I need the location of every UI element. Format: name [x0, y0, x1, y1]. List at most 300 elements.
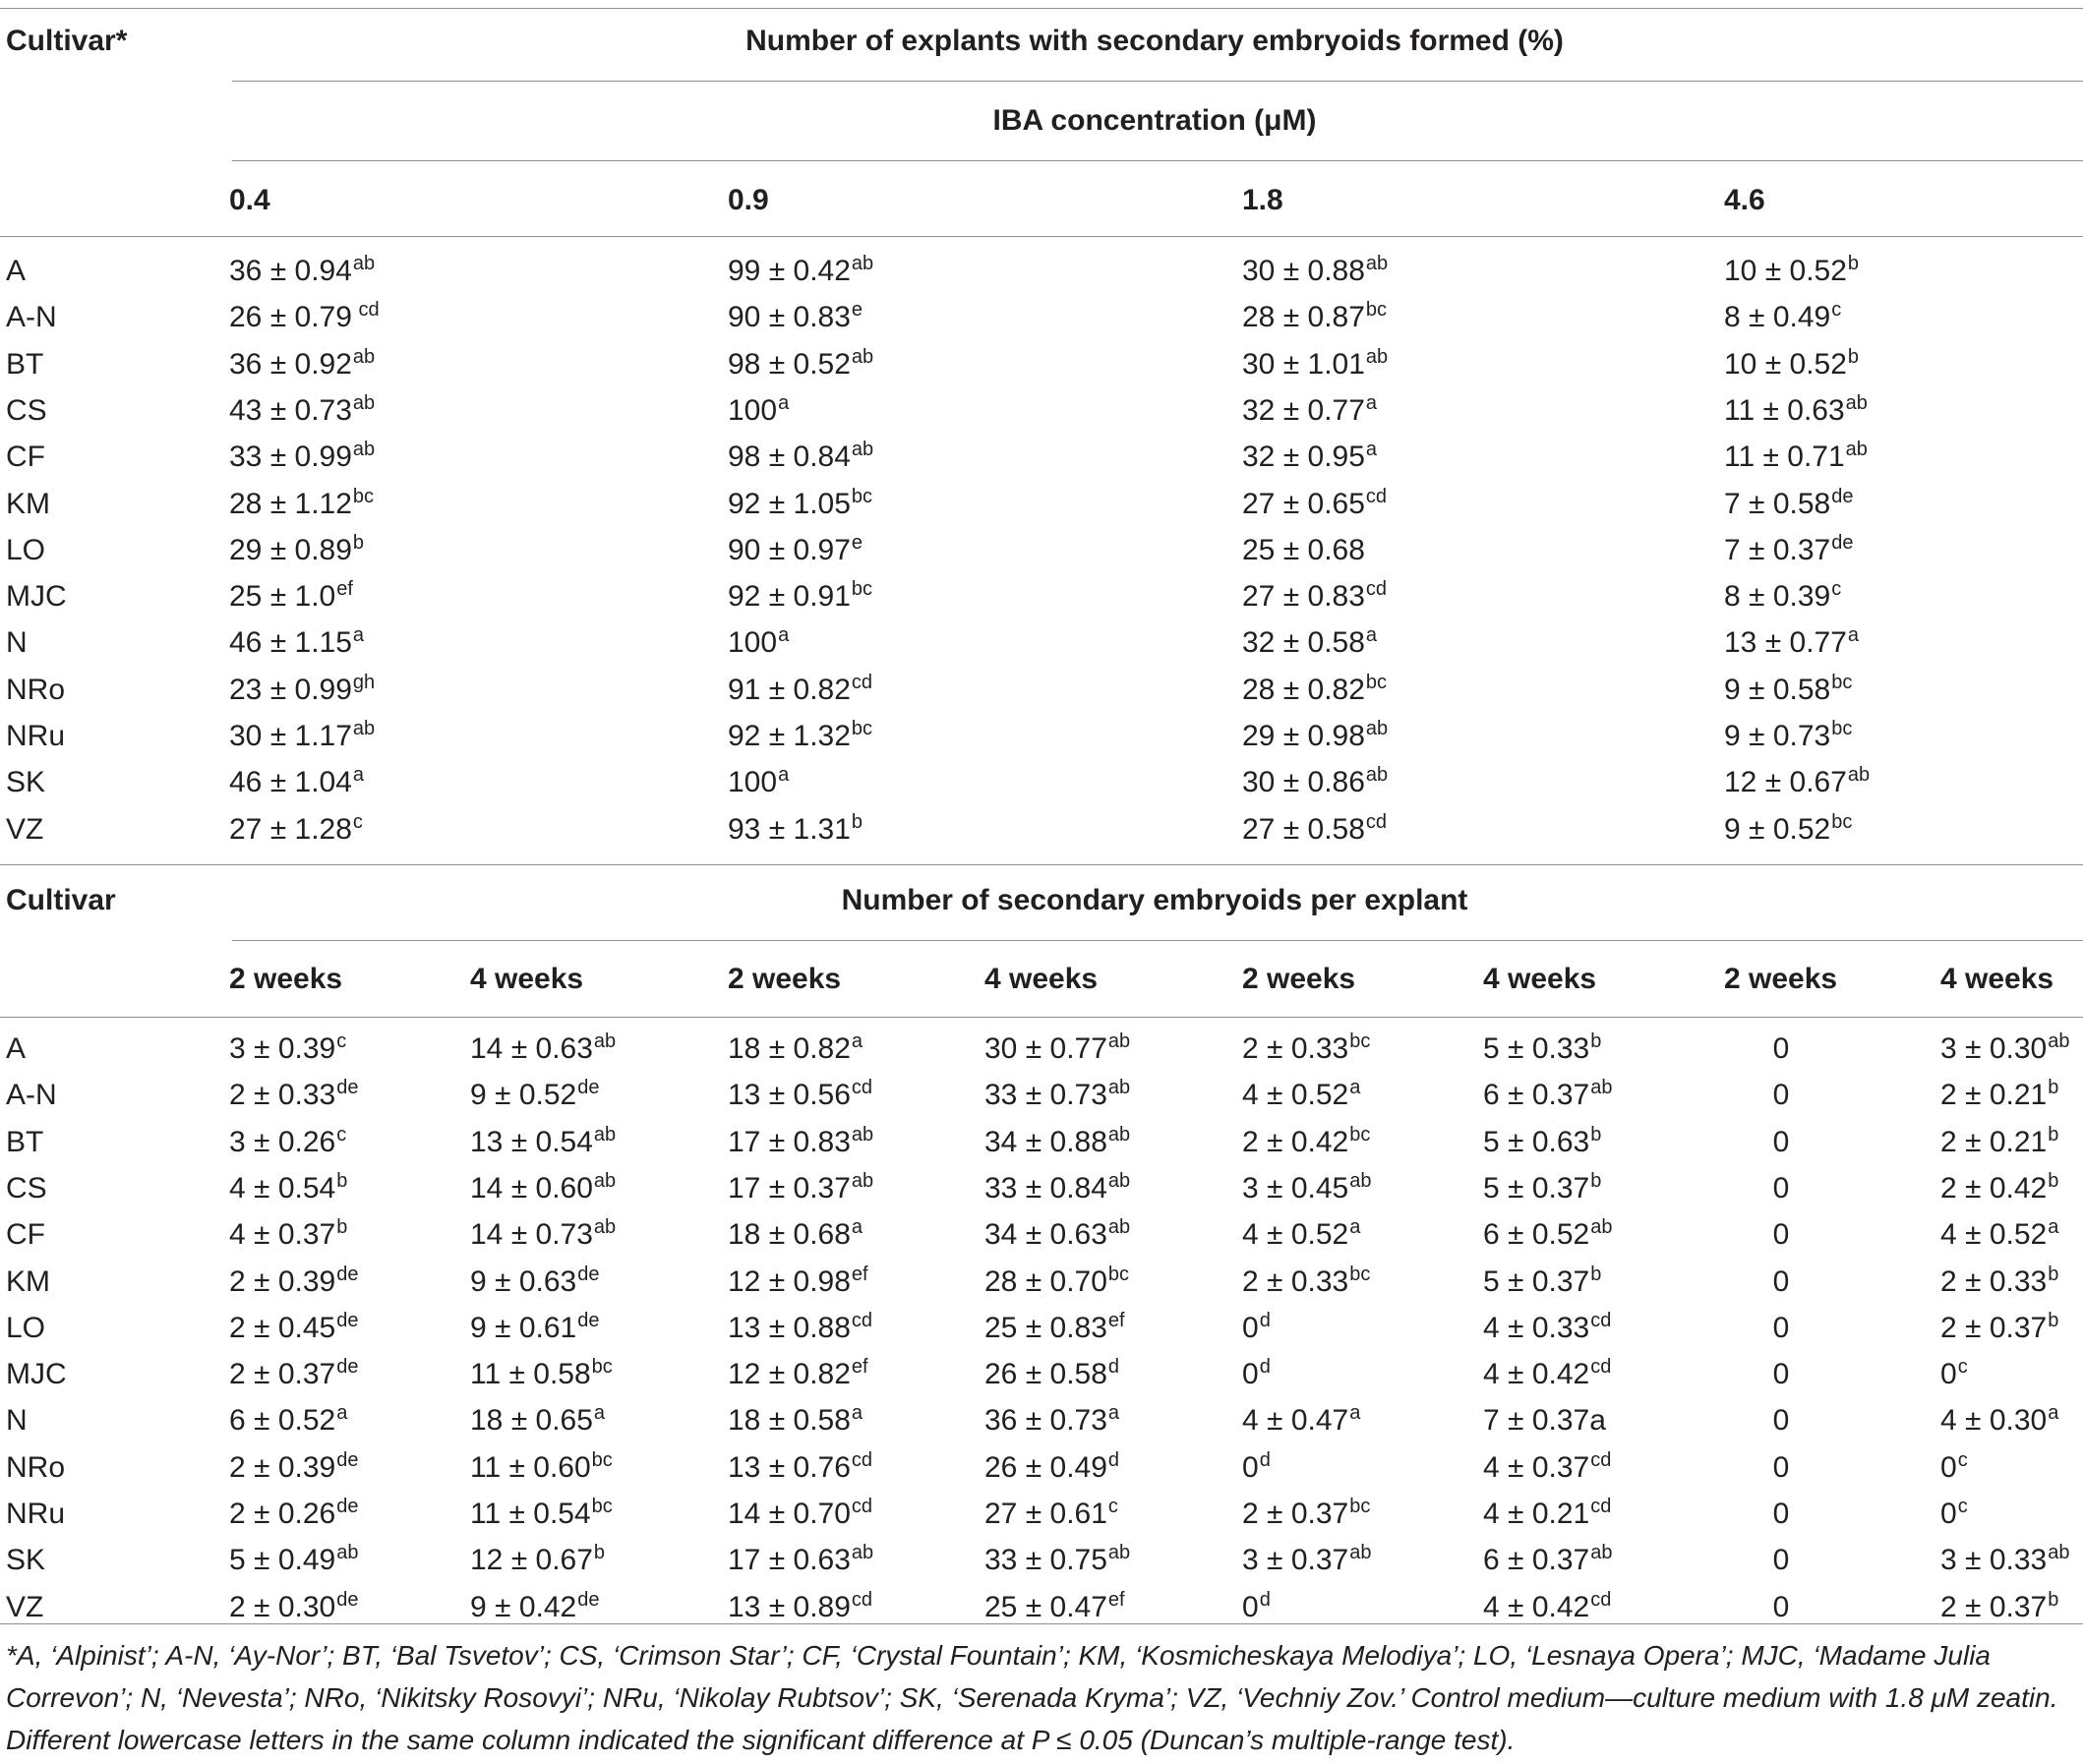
significance-letters: ab	[851, 345, 874, 368]
cultivar-header: Cultivar*	[6, 25, 128, 57]
value-cell	[728, 812, 863, 848]
value-cell	[1940, 1357, 1968, 1392]
cultivar-cell: A	[6, 255, 27, 287]
value-cell	[229, 579, 353, 615]
mean-value: 7 ± 0.37	[1724, 533, 1831, 566]
value-cell	[984, 1217, 1130, 1253]
significance-letters: ab	[1845, 391, 1868, 414]
value-cell	[229, 1543, 358, 1578]
significance-letters: a	[1847, 624, 1860, 647]
mean-value: 91 ± 0.82	[728, 673, 851, 706]
value-cell	[1724, 579, 1841, 615]
mean-value: 0	[1242, 1358, 1259, 1391]
mean-value: 46 ± 1.15	[229, 626, 352, 660]
period-header: 2 weeks	[1242, 963, 1356, 995]
cultivar-cell: VZ	[6, 1590, 44, 1623]
value-cell	[229, 1264, 358, 1300]
mean-value: 36 ± 0.73	[984, 1404, 1107, 1438]
value-cell	[470, 1171, 616, 1206]
mean-value: 4 ± 0.37	[229, 1218, 336, 1252]
mean-value: 3 ± 0.39	[229, 1032, 336, 1065]
significance-letters: bc	[851, 718, 873, 739]
mean-value: 12 ± 0.82	[728, 1358, 851, 1391]
mean-value: 0	[1242, 1311, 1259, 1344]
period-header: 4 weeks	[984, 963, 1099, 995]
value-cell	[1242, 254, 1388, 289]
value-cell	[470, 1450, 613, 1486]
value-cell	[1773, 1264, 1790, 1300]
mean-value: 0	[1772, 1544, 1790, 1577]
value-cell	[728, 719, 872, 754]
cultivar-cell: BT	[6, 1125, 44, 1158]
value-cell	[1940, 1590, 2058, 1625]
table-footnote: *A, ‘Alpinist’; A-N, ‘Ay-Nor’; BT, ‘Bal Tsvetov’; CS, ‘Crimson Star’; CF, ‘Crystal Fountain’; KM, ‘Kosmicheskaya Melodiya’; LO, ‘Lesnaya Opera’; MJC, ‘Madame Julia Correvon’; N, ‘Nevesta’; NRo, ‘Nikitsky Rosovyi’; NRu, ‘Nikolay Rubtsov’; SK, ‘Serenada Kryma’; VZ, ‘Vechniy Zov.’ Control medium—culture medium with 1.8 μM zeatin. Different lowercase letters in the same column indicated the significant difference at P ≤ 0.05 (Duncan’s multiple-range test).	[6, 1640, 2058, 1755]
value-cell	[1940, 1031, 2069, 1067]
mean-value: 2 ± 0.33	[1242, 1264, 1349, 1298]
value-cell	[1940, 1264, 2058, 1300]
value-cell	[229, 254, 375, 289]
mean-value: 4 ± 0.33	[1483, 1311, 1590, 1344]
value-cell	[470, 1217, 616, 1253]
value-cell	[1773, 1357, 1790, 1392]
significance-letters: ef	[1107, 1588, 1125, 1611]
significance-letters: a	[778, 391, 790, 414]
mean-value: 4 ± 0.52	[1940, 1218, 2048, 1252]
mean-value: 32 ± 0.77	[1242, 393, 1365, 427]
significance-letters: de	[336, 1263, 359, 1285]
mean-value: 0	[1772, 1404, 1790, 1438]
value-cell	[229, 625, 364, 661]
value-cell	[229, 300, 380, 335]
value-cell	[229, 1450, 358, 1486]
cultivar-cell: KM	[6, 1264, 50, 1298]
mean-value: 14 ± 0.70	[728, 1498, 851, 1530]
significance-letters: ab	[1349, 1169, 1372, 1192]
significance-letters: ef	[851, 1263, 868, 1285]
significance-letters: ab	[2048, 1542, 2070, 1564]
mean-value: 2 ± 0.37	[1242, 1498, 1349, 1530]
mean-value: 4 ± 0.21	[1483, 1498, 1590, 1530]
value-cell	[1773, 1125, 1790, 1160]
mean-value: 33 ± 0.99	[229, 441, 352, 474]
value-cell	[1724, 625, 1859, 661]
cultivar-cell: CF	[6, 1218, 45, 1252]
mean-value: 36 ± 0.94	[229, 255, 352, 287]
value-cell	[229, 1357, 358, 1392]
significance-letters: ab	[336, 1542, 359, 1564]
significance-letters: de	[577, 1077, 600, 1099]
mean-value: 2 ± 0.21	[1940, 1125, 2048, 1158]
value-cell	[229, 487, 374, 522]
value-cell	[229, 1125, 346, 1160]
value-cell	[984, 1078, 1130, 1113]
mean-value: 3 ± 0.26	[229, 1125, 336, 1158]
mean-value: 32 ± 0.58	[1242, 626, 1365, 660]
value-cell	[1242, 812, 1387, 848]
significance-letters: ab	[352, 439, 376, 461]
value-cell	[728, 625, 789, 661]
significance-letters: bc	[1349, 1123, 1371, 1146]
significance-letters: c	[336, 1123, 347, 1146]
significance-letters: a	[593, 1402, 606, 1425]
mean-value: 25 ± 0.47	[984, 1590, 1107, 1623]
mean-value: 17 ± 0.63	[728, 1544, 851, 1577]
value-cell	[1724, 393, 1868, 429]
significance-letters: b	[352, 531, 365, 554]
significance-letters: ab	[1107, 1030, 1131, 1052]
significance-letters: ab	[2048, 1030, 2070, 1052]
value-cell	[1242, 1311, 1271, 1346]
significance-letters: ab	[1365, 253, 1389, 274]
significance-letters: b	[1847, 253, 1860, 274]
significance-letters: cd	[1590, 1356, 1612, 1379]
significance-letters: b	[1590, 1123, 1602, 1146]
significance-letters: bc	[851, 578, 873, 601]
period-header: 2 weeks	[1724, 963, 1838, 995]
mean-value: 9 ± 0.42	[470, 1590, 577, 1623]
mean-value: 8 ± 0.39	[1724, 580, 1831, 614]
significance-letters: cd	[1365, 810, 1388, 833]
mean-value: 13 ± 0.88	[728, 1311, 851, 1344]
mean-value: 5 ± 0.37	[1483, 1264, 1590, 1298]
mean-value: 98 ± 0.84	[728, 441, 851, 474]
mean-value: 11 ± 0.63	[1724, 393, 1845, 427]
period-header: 4 weeks	[470, 963, 584, 995]
significance-letters: a	[336, 1402, 348, 1425]
value-cell	[1242, 1543, 1371, 1578]
cultivar-cell: CS	[6, 393, 47, 427]
value-cell	[728, 1125, 873, 1160]
mean-value: 27 ± 0.83	[1242, 580, 1365, 614]
significance-letters: c	[1831, 578, 1842, 601]
significance-letters: d	[1259, 1448, 1271, 1471]
significance-letters: ab	[352, 391, 376, 414]
value-cell	[1483, 1590, 1611, 1625]
significance-letters: a	[778, 624, 790, 647]
value-cell	[1773, 1311, 1790, 1346]
value-cell	[1242, 1497, 1370, 1532]
value-cell	[470, 1078, 599, 1113]
period-header: 4 weeks	[1940, 963, 2054, 995]
value-cell	[984, 1543, 1130, 1578]
significance-letters: c	[1957, 1448, 1968, 1471]
value-cell	[470, 1497, 613, 1532]
value-cell	[1483, 1125, 1601, 1160]
mean-value: 4 ± 0.30	[1940, 1404, 2048, 1438]
value-cell	[1940, 1171, 2058, 1206]
value-cell	[1242, 393, 1377, 429]
value-cell	[1242, 300, 1387, 335]
mean-value: 9 ± 0.73	[1724, 720, 1831, 752]
mean-value: 7 ± 0.58	[1724, 487, 1831, 520]
value-cell	[728, 300, 863, 335]
mean-value: 2 ± 0.33	[229, 1079, 336, 1112]
significance-letters: cd	[851, 1077, 873, 1099]
mean-value: 8 ± 0.49	[1724, 301, 1831, 334]
cultivar-cell: NRo	[6, 673, 66, 706]
significance-letters: cd	[1590, 1588, 1612, 1611]
mean-value: 4 ± 0.37	[1483, 1450, 1590, 1484]
mean-value: 92 ± 1.05	[728, 487, 851, 520]
value-cell	[229, 440, 375, 475]
value-cell	[1483, 1403, 1606, 1439]
mean-value: 2 ± 0.39	[229, 1264, 336, 1298]
significance-letters: bc	[1831, 718, 1853, 739]
cultivar-header: Cultivar	[6, 884, 116, 916]
concentration-1-8-header: 1.8	[1242, 184, 1283, 216]
significance-letters: b	[1590, 1030, 1602, 1052]
significance-letters: cd	[1365, 485, 1388, 507]
significance-letters: ab	[1845, 439, 1868, 461]
mean-value: 0	[1772, 1498, 1790, 1530]
mean-value: 6 ± 0.52	[229, 1404, 336, 1438]
mean-value: 2 ± 0.42	[1242, 1125, 1349, 1158]
header-rule-4	[232, 940, 2083, 941]
significance-letters: ab	[851, 1123, 874, 1146]
significance-letters: ab	[1590, 1542, 1613, 1564]
value-cell	[1724, 673, 1852, 708]
mean-value: 6 ± 0.37	[1483, 1079, 1590, 1112]
value-cell	[728, 673, 872, 708]
value-cell	[728, 1217, 863, 1253]
cultivar-cell: NRo	[6, 1450, 66, 1484]
mean-value: 6 ± 0.37	[1483, 1544, 1590, 1577]
mean-value: 2 ± 0.39	[229, 1450, 336, 1484]
cultivar-cell: NRu	[6, 1498, 66, 1530]
significance-letters: a	[851, 1402, 863, 1425]
mean-value: 10 ± 0.52	[1724, 347, 1847, 381]
value-cell	[1483, 1311, 1611, 1346]
significance-letters: bc	[1831, 810, 1853, 833]
significance-letters: a	[1365, 391, 1378, 414]
value-cell	[1242, 765, 1388, 800]
value-cell	[1242, 533, 1365, 568]
table1-title: Number of explants with secondary embryoids formed (%)	[745, 25, 1564, 57]
significance-letters: ab	[1847, 764, 1871, 787]
value-cell	[984, 1403, 1119, 1439]
mean-value: 33 ± 0.75	[984, 1544, 1107, 1577]
cultivar-cell: BT	[6, 347, 44, 381]
cultivar-cell: CS	[6, 1171, 47, 1205]
mean-value: 5 ± 0.49	[229, 1544, 336, 1577]
value-cell	[229, 1311, 358, 1346]
value-cell	[229, 812, 363, 848]
significance-letters: bc	[1349, 1030, 1371, 1052]
mean-value: 90 ± 0.83	[728, 301, 851, 334]
cultivar-cell: A-N	[6, 301, 57, 334]
mean-value: 9 ± 0.52	[1724, 812, 1831, 846]
mean-value: 6 ± 0.52	[1483, 1218, 1590, 1252]
mean-value: 18 ± 0.65	[470, 1404, 593, 1438]
mean-value: 30 ± 1.01	[1242, 347, 1365, 381]
value-cell	[728, 579, 872, 615]
mean-value: 28 ± 0.87	[1242, 301, 1365, 334]
value-cell	[1483, 1031, 1601, 1067]
mean-value: 0	[1772, 1218, 1790, 1252]
value-cell	[1773, 1217, 1790, 1253]
significance-letters: de	[577, 1263, 600, 1285]
significance-letters: bc	[1349, 1263, 1371, 1285]
mean-value: 13 ± 0.54	[470, 1125, 593, 1158]
concentration-0-4-header: 0.4	[229, 184, 270, 216]
mean-value: 5 ± 0.33	[1483, 1032, 1590, 1065]
significance-letters: ab	[593, 1169, 617, 1192]
mean-value: 13 ± 0.76	[728, 1450, 851, 1484]
significance-letters: e	[851, 531, 863, 554]
mean-value: 43 ± 0.73	[229, 393, 352, 427]
cultivar-cell: VZ	[6, 812, 44, 846]
mean-value: 12 ± 0.67	[1724, 766, 1847, 799]
significance-letters: ab	[1590, 1216, 1613, 1239]
cultivar-cell: A	[6, 1032, 27, 1065]
value-cell	[1773, 1450, 1790, 1486]
value-cell	[470, 1125, 616, 1160]
mean-value: 2 ± 0.37	[1940, 1590, 2048, 1623]
mean-value: 11 ± 0.71	[1724, 441, 1845, 474]
mean-value: 9 ± 0.63	[470, 1264, 577, 1298]
mean-value: 92 ± 1.32	[728, 720, 851, 752]
significance-letters: c	[1957, 1496, 1968, 1517]
mean-value: 34 ± 0.88	[984, 1125, 1107, 1158]
period-header: 2 weeks	[229, 963, 343, 995]
significance-letters: ef	[851, 1356, 868, 1379]
significance-letters: b	[2048, 1309, 2059, 1331]
value-cell	[229, 1403, 347, 1439]
mean-value: 12 ± 0.98	[728, 1264, 851, 1298]
mean-value: 0	[1242, 1450, 1259, 1484]
value-cell	[229, 673, 375, 708]
significance-letters: c	[1107, 1496, 1118, 1517]
value-cell	[1242, 1217, 1360, 1253]
mean-value: 2 ± 0.26	[229, 1498, 336, 1530]
header-rule-3	[0, 236, 2083, 237]
cultivar-cell: SK	[6, 766, 46, 799]
value-cell	[1940, 1125, 2058, 1160]
significance-letters: b	[2048, 1169, 2059, 1192]
mean-value: 27 ± 0.65	[1242, 487, 1365, 520]
mean-value: 0	[1940, 1450, 1957, 1484]
cultivar-cell: A-N	[6, 1079, 57, 1112]
mean-value: 28 ± 1.12	[229, 487, 352, 520]
mean-value: 2 ± 0.30	[229, 1590, 336, 1623]
value-cell	[728, 1590, 872, 1625]
value-cell	[728, 1497, 872, 1532]
header-rule-1	[232, 81, 2083, 82]
significance-letters: bc	[1365, 299, 1388, 322]
value-cell	[728, 1031, 863, 1067]
mean-value: 4 ± 0.42	[1483, 1358, 1590, 1391]
significance-letters: ab	[1365, 345, 1389, 368]
mean-value: 0	[1772, 1032, 1790, 1065]
significance-letters: de	[336, 1496, 359, 1517]
mean-value: 26 ± 0.58	[984, 1358, 1107, 1391]
mean-value: 9 ± 0.61	[470, 1311, 577, 1344]
value-cell	[229, 1497, 358, 1532]
mean-value: 90 ± 0.97	[728, 533, 851, 566]
value-cell	[984, 1311, 1125, 1346]
value-cell	[1724, 254, 1859, 289]
value-cell	[728, 487, 872, 522]
significance-letters: ab	[1107, 1216, 1131, 1239]
mean-value: 34 ± 0.63	[984, 1218, 1107, 1252]
significance-letters: cd	[851, 671, 873, 693]
significance-letters: de	[1831, 485, 1854, 507]
cultivar-cell: KM	[6, 487, 50, 520]
value-cell	[728, 440, 873, 475]
significance-letters: a	[2048, 1216, 2059, 1239]
mean-value: 3 ± 0.37	[1242, 1544, 1349, 1577]
significance-letters: ef	[1107, 1309, 1125, 1331]
mean-value: 18 ± 0.82	[728, 1032, 851, 1065]
mean-value: 3 ± 0.30	[1940, 1032, 2048, 1065]
significance-letters: c	[1957, 1356, 1968, 1379]
value-cell	[1724, 347, 1859, 382]
mean-value: 30 ± 0.86	[1242, 766, 1365, 799]
significance-letters: ab	[1365, 764, 1389, 787]
value-cell	[1242, 719, 1388, 754]
value-cell	[728, 393, 789, 429]
significance-letters: de	[577, 1309, 600, 1331]
mean-value: 4 ± 0.52	[1242, 1079, 1349, 1112]
value-cell	[1724, 300, 1841, 335]
value-cell	[728, 1311, 872, 1346]
mean-value: 30 ± 1.17	[229, 720, 352, 752]
significance-letters: gh	[352, 671, 376, 693]
value-cell	[229, 1171, 347, 1206]
mean-value: 0	[1772, 1358, 1790, 1391]
significance-letters: ab	[352, 718, 376, 739]
mean-value: 100	[728, 766, 778, 799]
significance-letters: cd	[851, 1588, 873, 1611]
mean-value: 3 ± 0.33	[1940, 1544, 2048, 1577]
mean-value: 13 ± 0.56	[728, 1079, 851, 1112]
mean-value: 0	[1772, 1171, 1790, 1205]
mean-value: 36 ± 0.92	[229, 347, 352, 381]
significance-letters: ab	[593, 1123, 617, 1146]
significance-letters: ab	[352, 345, 376, 368]
value-cell	[728, 1078, 872, 1113]
significance-letters: bc	[352, 485, 375, 507]
significance-letters: d	[1107, 1448, 1120, 1471]
value-cell	[1242, 579, 1387, 615]
significance-letters: b	[593, 1542, 606, 1564]
top-rule	[0, 8, 2083, 9]
concentration-4-6-header: 4.6	[1724, 184, 1765, 216]
significance-letters: e	[851, 299, 863, 322]
value-cell	[1483, 1078, 1612, 1113]
significance-letters: a	[851, 1216, 863, 1239]
value-cell	[1242, 1590, 1271, 1625]
significance-letters: b	[336, 1216, 348, 1239]
mean-value: 2 ± 0.33	[1242, 1032, 1349, 1065]
mean-value: 2 ± 0.45	[229, 1311, 336, 1344]
value-cell	[1773, 1403, 1790, 1439]
mean-value: 4 ± 0.52	[1242, 1218, 1349, 1252]
value-cell	[728, 1357, 868, 1392]
cultivar-cell: NRu	[6, 720, 66, 752]
value-cell	[470, 1311, 599, 1346]
mean-value: 14 ± 0.73	[470, 1218, 593, 1252]
mean-value: 0	[1772, 1264, 1790, 1298]
significance-letters: a	[1349, 1216, 1361, 1239]
mean-value: 18 ± 0.68	[728, 1218, 851, 1252]
mean-value: 29 ± 0.98	[1242, 720, 1365, 752]
mean-value: 29 ± 0.89	[229, 533, 352, 566]
mean-value: 28 ± 0.82	[1242, 673, 1365, 706]
value-cell	[229, 533, 364, 568]
mean-value: 17 ± 0.37	[728, 1171, 851, 1205]
value-cell	[470, 1357, 613, 1392]
